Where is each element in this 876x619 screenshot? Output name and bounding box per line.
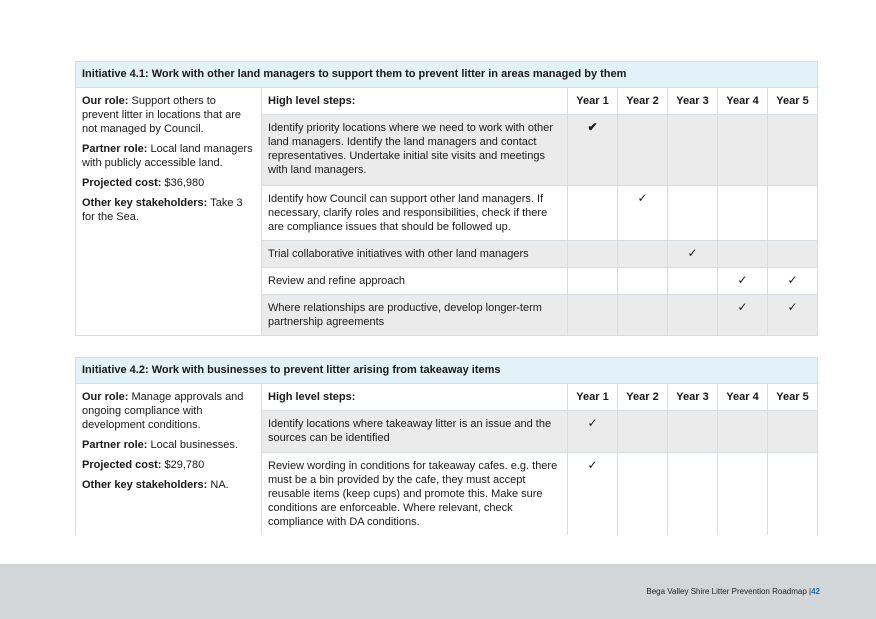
year-cell bbox=[717, 241, 767, 267]
projected-cost-label: Projected cost: bbox=[82, 177, 162, 189]
projected-cost-value: $36,980 bbox=[161, 177, 205, 189]
stakeholders-label: Other key stakeholders: bbox=[82, 479, 208, 491]
footer-title: Bega Valley Shire Litter Prevention Roadmap bbox=[646, 587, 807, 596]
year-cell bbox=[767, 453, 817, 535]
partner-role-text: Local businesses. bbox=[147, 439, 238, 451]
year-4-header: Year 4 bbox=[717, 88, 767, 114]
year-cell bbox=[567, 241, 617, 267]
our-role-label: Our role: bbox=[82, 95, 129, 107]
check-mark-icon: ✓ bbox=[617, 186, 667, 240]
check-mark-icon: ✓ bbox=[667, 241, 717, 267]
year-cell bbox=[767, 411, 817, 452]
step-text: Trial collaborative initiatives with other land managers bbox=[262, 241, 567, 267]
stakeholders-text: NA. bbox=[207, 479, 229, 491]
table-row bbox=[262, 115, 817, 186]
year-2-header: Year 2 bbox=[617, 384, 667, 410]
initiative-4-1-table bbox=[75, 61, 818, 336]
year-cell bbox=[667, 453, 717, 535]
partner-role-label: Partner role: bbox=[82, 143, 148, 155]
year-cell bbox=[667, 411, 717, 452]
check-mark-icon: ✓ bbox=[567, 411, 617, 452]
year-cell bbox=[617, 115, 667, 185]
year-cell bbox=[767, 115, 817, 185]
year-cell bbox=[767, 186, 817, 240]
step-text: Identify locations where takeaway litter is an issue and the sources can be identified bbox=[262, 411, 567, 452]
partner-role-text: Local land managers with publicly accessible land. bbox=[82, 143, 253, 169]
step-text: Review and refine approach bbox=[268, 275, 405, 287]
table-row bbox=[262, 268, 817, 295]
year-cell bbox=[717, 115, 767, 185]
stakeholders-label: Other key stakeholders: bbox=[82, 197, 208, 209]
year-cell bbox=[717, 411, 767, 452]
initiative-summary bbox=[76, 384, 262, 535]
year-cell bbox=[717, 453, 767, 535]
our-role-text: Manage approvals and ongoing compliance with development conditions. bbox=[82, 391, 244, 431]
year-cell bbox=[667, 295, 717, 335]
projected-cost-label: Projected cost: bbox=[82, 459, 162, 471]
initiative-summary bbox=[76, 88, 262, 335]
year-2-header: Year 2 bbox=[617, 88, 667, 114]
year-cell bbox=[767, 241, 817, 267]
year-cell bbox=[617, 241, 667, 267]
check-mark-icon: ✓ bbox=[717, 268, 767, 294]
initiative-title: Initiative 4.2: Work with businesses to prevent litter arising from takeaway items bbox=[76, 358, 817, 384]
year-3-header: Year 3 bbox=[667, 384, 717, 410]
our-role-label: Our role: bbox=[82, 391, 129, 403]
footer-text bbox=[646, 587, 820, 596]
year-cell bbox=[567, 295, 617, 335]
check-mark-icon: ✓ bbox=[767, 268, 817, 294]
year-cell bbox=[667, 115, 717, 185]
table-row bbox=[262, 411, 817, 453]
step-text: Review wording in conditions for takeaway cafes. e.g. there must be a bin provided by the cafe, they must accept reusable items (keep cups) and promote this. Make sure conditions are enforceable. Where relevant, check compliance with DA conditions. bbox=[268, 460, 558, 528]
year-cell bbox=[567, 186, 617, 240]
page-number: 42 bbox=[811, 587, 820, 596]
steps-table bbox=[262, 88, 817, 335]
year-5-header: Year 5 bbox=[767, 384, 817, 410]
step-text: Identify priority locations where we need to work with other land managers. Identify the land managers and contact representatives. Undertake initial site visits and meetings with land managers. bbox=[262, 115, 567, 185]
step-text: Identify how Council can support other land managers. If necessary, clarify roles and responsibilities, check if there are compliance issues that should be followed up. bbox=[268, 193, 548, 233]
year-5-header: Year 5 bbox=[767, 88, 817, 114]
year-cell bbox=[667, 268, 717, 294]
year-cell bbox=[617, 453, 667, 535]
year-cell bbox=[617, 268, 667, 294]
projected-cost-value: $29,780 bbox=[161, 459, 205, 471]
steps-header: High level steps: bbox=[268, 391, 356, 403]
year-1-header: Year 1 bbox=[567, 88, 617, 114]
year-cell bbox=[717, 186, 767, 240]
table-row bbox=[262, 295, 817, 335]
year-cell bbox=[617, 295, 667, 335]
footer-separator: | bbox=[806, 587, 812, 596]
year-cell bbox=[567, 268, 617, 294]
partner-role-label: Partner role: bbox=[82, 439, 148, 451]
check-mark-icon: ✓ bbox=[567, 453, 617, 535]
steps-header: High level steps: bbox=[268, 95, 356, 107]
year-1-header: Year 1 bbox=[567, 384, 617, 410]
steps-header-row bbox=[262, 88, 817, 115]
table-row bbox=[262, 186, 817, 241]
table-row bbox=[262, 453, 817, 535]
year-4-header: Year 4 bbox=[717, 384, 767, 410]
step-text: Where relationships are productive, develop longer-term partnership agreements bbox=[262, 295, 567, 335]
initiative-title: Initiative 4.1: Work with other land managers to support them to prevent litter in areas managed by them bbox=[76, 62, 817, 88]
year-3-header: Year 3 bbox=[667, 88, 717, 114]
check-mark-icon: ✓ bbox=[717, 295, 767, 335]
year-cell bbox=[617, 411, 667, 452]
stakeholders-text: Take 3 for the Sea. bbox=[82, 197, 243, 223]
year-cell bbox=[667, 186, 717, 240]
initiative-4-2-table bbox=[75, 357, 818, 535]
our-role-text: Support others to prevent litter in locations that are not managed by Council. bbox=[82, 95, 241, 135]
check-mark-icon: ✓ bbox=[767, 295, 817, 335]
check-mark-icon: ✔ bbox=[567, 115, 617, 185]
steps-header-row bbox=[262, 384, 817, 411]
steps-table bbox=[262, 384, 817, 535]
table-row bbox=[262, 241, 817, 268]
page-footer bbox=[0, 564, 876, 619]
